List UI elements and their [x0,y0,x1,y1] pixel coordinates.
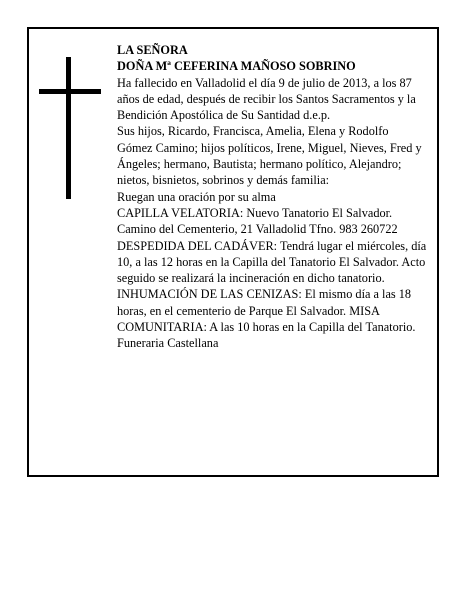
notice-text-block [117,42,427,352]
prayer-request: Ruegan una oración por su alma [117,189,276,204]
funeral-home-name: Funeraria Castellana [117,336,219,351]
obituary-notice [27,27,439,477]
family-list: Sus hijos, Ricardo, Francisca, Amelia, Elena y Rodolfo Gómez Camino; hijos políticos, Irene, Miguel, Nieves, Fred y Ángeles; hermano, Bautista; hermano político, Alejandro; nietos, bisnietos, sobrinos y demás familia: [117,124,422,188]
cross-horizontal-bar [39,89,101,94]
notice-title: LA SEÑORA [117,43,188,57]
cross-vertical-bar [66,57,71,199]
vigil-chapel-info: CAPILLA VELATORIA: Nuevo Tanatorio El Salvador. Camino del Cementerio, 21 Valladolid Tfno. 983 260722 [117,205,398,237]
cross-icon [39,57,101,199]
death-announcement: Ha fallecido en Valladolid el día 9 de julio de 2013, a los 87 años de edad, después de recibir los Santos Sacramentos y la Bendición Apostólica de Su Santidad d.e.p. [117,75,416,123]
deceased-name: DOÑA Mª CEFERINA MAÑOSO SOBRINO [117,59,356,74]
funeral-schedule: DESPEDIDA DEL CADÁVER: Tendrá lugar el miércoles, día 10, a las 12 horas en la Capilla del Tanatorio El Salvador. Acto seguido se realizará la incineración en dicho tanatorio. INHUMACIÓN DE LAS CENIZAS: El mismo día a las 18 horas, en el cementerio de Parque El Salvador. MISA COMUNITARIA: A las 10 horas en la Capilla del Tanatorio. [117,238,427,335]
